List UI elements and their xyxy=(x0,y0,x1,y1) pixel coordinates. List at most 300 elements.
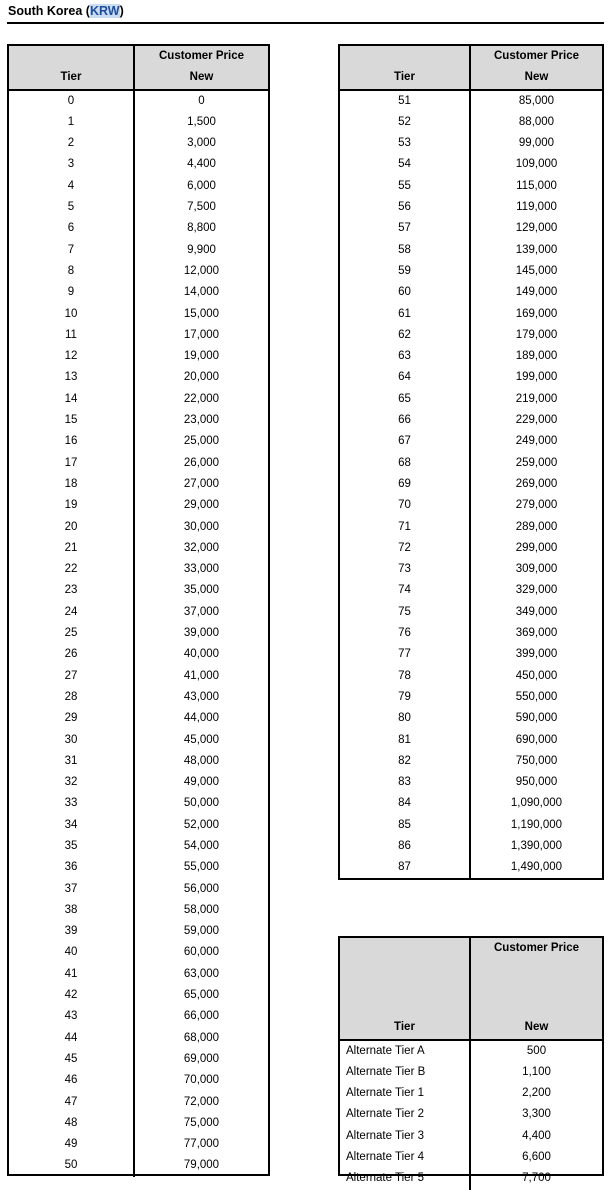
table-body xyxy=(340,1040,602,1190)
cell-tier: 14 xyxy=(64,392,78,405)
cell-customer-price-new: 690,000 xyxy=(470,730,602,751)
cell-customer-price-new: 58,000 xyxy=(134,900,268,921)
table-row xyxy=(9,708,268,729)
cell-customer-price-new: 279,000 xyxy=(470,495,602,516)
table-row xyxy=(9,644,268,665)
cell-tier: 36 xyxy=(64,861,78,874)
table-row xyxy=(340,602,602,623)
cell-tier: 45 xyxy=(64,1052,78,1065)
cell-customer-price-new: 45,000 xyxy=(134,730,268,751)
table-row xyxy=(9,112,268,133)
cell-customer-price-new: 59,000 xyxy=(134,921,268,942)
cell-customer-price-new: 69,000 xyxy=(134,1049,268,1070)
cell-customer-price-new: 37,000 xyxy=(134,602,268,623)
table-row xyxy=(9,367,268,388)
cell-customer-price-new: 19,000 xyxy=(134,346,268,367)
cell-tier: 84 xyxy=(398,797,411,810)
table-row xyxy=(340,325,602,346)
cell-tier: 54 xyxy=(398,158,411,171)
table-row xyxy=(340,154,602,175)
table-row xyxy=(9,410,268,431)
cell-customer-price-new: 32,000 xyxy=(134,538,268,559)
cell-customer-price-new: 40,000 xyxy=(134,644,268,665)
cell-customer-price-new: 60,000 xyxy=(134,942,268,963)
cell-tier: 72 xyxy=(398,541,411,554)
table-row xyxy=(9,389,268,410)
table-row xyxy=(9,559,268,580)
cell-customer-price-new: 179,000 xyxy=(470,325,602,346)
cell-customer-price-new: 17,000 xyxy=(134,325,268,346)
column-header-price-sub: New xyxy=(524,1021,549,1034)
table-row xyxy=(340,517,602,538)
cell-tier: 67 xyxy=(398,435,411,448)
cell-tier: 26 xyxy=(64,648,78,661)
cell-tier: 73 xyxy=(398,563,411,576)
table-row xyxy=(340,1126,602,1147)
table-row xyxy=(340,559,602,580)
cell-tier: 81 xyxy=(398,733,411,746)
cell-tier: Alternate Tier 3 xyxy=(346,1129,424,1142)
header-row xyxy=(9,46,268,90)
cell-tier: 49 xyxy=(64,1138,78,1151)
table-row xyxy=(9,857,268,878)
cell-tier: 80 xyxy=(398,712,411,725)
table-row xyxy=(9,623,268,644)
cell-customer-price-new: 1,500 xyxy=(134,112,268,133)
cell-customer-price-new: 9,900 xyxy=(134,240,268,261)
table-row xyxy=(340,261,602,282)
cell-tier: Alternate Tier 1 xyxy=(346,1087,424,1100)
cell-tier: 7 xyxy=(67,243,75,256)
cell-tier: 74 xyxy=(398,584,411,597)
cell-tier: Alternate Tier 2 xyxy=(346,1108,424,1121)
cell-customer-price-new: 6,600 xyxy=(470,1147,602,1168)
table-row xyxy=(9,474,268,495)
cell-tier: 68 xyxy=(398,456,411,469)
table-row xyxy=(340,815,602,836)
currency-code-highlight: KRW xyxy=(89,4,120,18)
cell-customer-price-new: 77,000 xyxy=(134,1134,268,1155)
table-row xyxy=(9,538,268,559)
column-header-price-group: Customer Price xyxy=(493,942,579,954)
cell-customer-price-new: 299,000 xyxy=(470,538,602,559)
cell-tier: 35 xyxy=(64,839,78,852)
cell-tier: 5 xyxy=(67,201,75,214)
page-title xyxy=(7,2,604,20)
cell-tier: 66 xyxy=(398,414,411,427)
table-row xyxy=(340,580,602,601)
cell-tier: 79 xyxy=(398,690,411,703)
table-row xyxy=(9,1028,268,1049)
cell-customer-price-new: 309,000 xyxy=(470,559,602,580)
cell-tier: 63 xyxy=(398,350,411,363)
cell-tier: 53 xyxy=(398,137,411,150)
cell-tier: 22 xyxy=(64,563,78,576)
cell-customer-price-new: 219,000 xyxy=(470,389,602,410)
cell-customer-price-new: 7,700 xyxy=(470,1168,602,1189)
table-row xyxy=(340,793,602,814)
cell-customer-price-new: 20,000 xyxy=(134,367,268,388)
cell-customer-price-new: 25,000 xyxy=(134,431,268,452)
cell-tier: 61 xyxy=(398,307,411,320)
table-row xyxy=(340,772,602,793)
table-row xyxy=(340,90,602,112)
cell-tier: 23 xyxy=(64,584,78,597)
cell-tier: 59 xyxy=(398,264,411,277)
cell-customer-price-new: 50,000 xyxy=(134,793,268,814)
table-row xyxy=(9,964,268,985)
table-row xyxy=(9,431,268,452)
cell-customer-price-new: 29,000 xyxy=(134,495,268,516)
cell-tier: 11 xyxy=(65,328,77,341)
cell-customer-price-new: 229,000 xyxy=(470,410,602,431)
cell-tier: 87 xyxy=(398,861,411,874)
cell-tier: 16 xyxy=(64,435,78,448)
table-row xyxy=(340,304,602,325)
cell-tier: 9 xyxy=(67,286,75,299)
table-row xyxy=(340,751,602,772)
page-title-block xyxy=(7,2,604,24)
cell-customer-price-new: 590,000 xyxy=(470,708,602,729)
cell-tier: 27 xyxy=(64,669,78,682)
cell-customer-price-new: 750,000 xyxy=(470,751,602,772)
cell-tier: Alternate Tier 5 xyxy=(346,1172,424,1185)
column-header-tier: Tier xyxy=(9,46,134,90)
cell-tier: Alternate Tier A xyxy=(346,1044,425,1057)
cell-customer-price-new: 75,000 xyxy=(134,1113,268,1134)
cell-customer-price-new: 145,000 xyxy=(470,261,602,282)
table-row xyxy=(9,517,268,538)
table-row xyxy=(9,602,268,623)
header-row xyxy=(340,938,602,1040)
table-row xyxy=(9,1092,268,1113)
cell-customer-price-new: 79,000 xyxy=(134,1155,268,1176)
cell-tier: 1 xyxy=(67,115,75,128)
cell-customer-price-new: 169,000 xyxy=(470,304,602,325)
table-body xyxy=(9,90,268,1177)
table-row xyxy=(340,730,602,751)
cell-customer-price-new: 55,000 xyxy=(134,857,268,878)
cell-tier: 33 xyxy=(64,797,78,810)
table-row xyxy=(340,410,602,431)
cell-tier: 40 xyxy=(64,946,78,959)
cell-customer-price-new: 7,500 xyxy=(134,197,268,218)
cell-tier: Alternate Tier B xyxy=(346,1065,426,1078)
table-row xyxy=(340,623,602,644)
cell-customer-price-new: 85,000 xyxy=(470,90,602,112)
cell-tier: 30 xyxy=(64,733,78,746)
cell-customer-price-new: 33,000 xyxy=(134,559,268,580)
cell-customer-price-new: 44,000 xyxy=(134,708,268,729)
table-row xyxy=(340,431,602,452)
column-header-customer-price xyxy=(470,938,602,1040)
cell-customer-price-new: 15,000 xyxy=(134,304,268,325)
cell-tier: Alternate Tier 4 xyxy=(346,1151,424,1164)
table-row xyxy=(340,687,602,708)
cell-tier: 55 xyxy=(398,179,411,192)
table-row xyxy=(340,1062,602,1083)
table-row xyxy=(9,1113,268,1134)
cell-tier: 3 xyxy=(67,158,75,171)
cell-customer-price-new: 1,490,000 xyxy=(470,857,602,878)
cell-customer-price-new: 22,000 xyxy=(134,389,268,410)
table-row xyxy=(9,346,268,367)
cell-customer-price-new: 139,000 xyxy=(470,240,602,261)
table-row xyxy=(9,197,268,218)
cell-customer-price-new: 48,000 xyxy=(134,751,268,772)
table-row xyxy=(340,1104,602,1125)
table-row xyxy=(340,495,602,516)
cell-tier: 83 xyxy=(398,776,411,789)
cell-tier: 25 xyxy=(64,627,78,640)
cell-tier: 43 xyxy=(64,1010,78,1023)
column-header-price-sub: New xyxy=(189,71,214,84)
table-row xyxy=(9,815,268,836)
table-row xyxy=(9,304,268,325)
cell-customer-price-new: 1,100 xyxy=(470,1062,602,1083)
table xyxy=(340,938,602,1190)
cell-tier: 85 xyxy=(398,818,411,831)
cell-customer-price-new: 1,190,000 xyxy=(470,815,602,836)
cell-tier: 48 xyxy=(64,1116,78,1129)
cell-tier: 50 xyxy=(64,1159,78,1172)
table-row xyxy=(340,197,602,218)
cell-customer-price-new: 56,000 xyxy=(134,879,268,900)
cell-tier: 64 xyxy=(398,371,411,384)
cell-customer-price-new: 3,000 xyxy=(134,133,268,154)
cell-customer-price-new: 4,400 xyxy=(134,154,268,175)
cell-tier: 52 xyxy=(398,115,411,128)
cell-tier: 6 xyxy=(67,222,75,235)
table-row xyxy=(340,218,602,239)
cell-customer-price-new: 269,000 xyxy=(470,474,602,495)
cell-customer-price-new: 66,000 xyxy=(134,1006,268,1027)
table-header xyxy=(9,46,268,90)
price-table-alternate-tiers xyxy=(338,936,604,1185)
cell-tier: 38 xyxy=(64,903,78,916)
cell-customer-price-new: 950,000 xyxy=(470,772,602,793)
cell-customer-price-new: 68,000 xyxy=(134,1028,268,1049)
cell-tier: 58 xyxy=(398,243,411,256)
cell-customer-price-new: 26,000 xyxy=(134,453,268,474)
cell-tier: 0 xyxy=(67,94,75,107)
table-row xyxy=(340,453,602,474)
table-row xyxy=(340,474,602,495)
table-body xyxy=(340,90,602,879)
cell-customer-price-new: 450,000 xyxy=(470,666,602,687)
table-row xyxy=(9,90,268,112)
table-row xyxy=(340,708,602,729)
cell-customer-price-new: 23,000 xyxy=(134,410,268,431)
table-row xyxy=(340,176,602,197)
cell-customer-price-new: 12,000 xyxy=(134,261,268,282)
cell-tier: 41 xyxy=(64,967,78,980)
table-row xyxy=(340,240,602,261)
cell-tier: 8 xyxy=(67,264,75,277)
page-title-prefix: South Korea ( xyxy=(8,4,90,18)
table-row xyxy=(9,325,268,346)
column-header-price-sub: New xyxy=(524,71,549,84)
cell-tier: 82 xyxy=(398,754,411,767)
cell-tier: 34 xyxy=(64,818,78,831)
cell-customer-price-new: 129,000 xyxy=(470,218,602,239)
table-row xyxy=(340,346,602,367)
table-row xyxy=(9,836,268,857)
table-row xyxy=(340,389,602,410)
cell-customer-price-new: 259,000 xyxy=(470,453,602,474)
header-spacer xyxy=(471,959,602,1017)
cell-tier: 37 xyxy=(64,882,78,895)
cell-tier: 75 xyxy=(398,605,411,618)
table-row xyxy=(340,836,602,857)
cell-tier: 18 xyxy=(64,477,78,490)
table-row xyxy=(340,666,602,687)
cell-tier: 2 xyxy=(67,137,75,150)
cell-tier: 29 xyxy=(64,712,78,725)
table-row xyxy=(9,1155,268,1176)
cell-tier: 42 xyxy=(64,989,78,1002)
cell-customer-price-new: 500 xyxy=(470,1040,602,1062)
table-row xyxy=(340,367,602,388)
table-row xyxy=(340,1040,602,1062)
cell-tier: 69 xyxy=(398,477,411,490)
table-row xyxy=(340,1147,602,1168)
cell-customer-price-new: 6,000 xyxy=(134,176,268,197)
cell-customer-price-new: 109,000 xyxy=(470,154,602,175)
table-row xyxy=(9,900,268,921)
table-row xyxy=(340,282,602,303)
cell-customer-price-new: 3,300 xyxy=(470,1104,602,1125)
cell-customer-price-new: 14,000 xyxy=(134,282,268,303)
cell-tier: 12 xyxy=(64,350,78,363)
price-table-tiers-51-87 xyxy=(338,44,604,880)
cell-tier: 62 xyxy=(398,328,411,341)
table-row xyxy=(9,176,268,197)
cell-tier: 57 xyxy=(398,222,411,235)
table-row xyxy=(9,942,268,963)
cell-customer-price-new: 35,000 xyxy=(134,580,268,601)
table-row xyxy=(9,154,268,175)
page-title-suffix: ) xyxy=(119,4,124,18)
cell-customer-price-new: 289,000 xyxy=(470,517,602,538)
cell-tier: 31 xyxy=(64,754,78,767)
cell-tier: 10 xyxy=(64,307,78,320)
cell-tier: 20 xyxy=(64,520,78,533)
cell-tier: 32 xyxy=(64,776,78,789)
table-row xyxy=(9,261,268,282)
cell-customer-price-new: 70,000 xyxy=(134,1070,268,1091)
header-row xyxy=(340,46,602,90)
table-row xyxy=(340,644,602,665)
column-header-price-group: Customer Price xyxy=(493,50,579,62)
cell-customer-price-new: 249,000 xyxy=(470,431,602,452)
table-row xyxy=(9,985,268,1006)
cell-customer-price-new: 52,000 xyxy=(134,815,268,836)
cell-customer-price-new: 1,090,000 xyxy=(470,793,602,814)
column-header-price-group: Customer Price xyxy=(158,50,244,62)
cell-customer-price-new: 189,000 xyxy=(470,346,602,367)
table-row xyxy=(9,495,268,516)
cell-customer-price-new: 0 xyxy=(134,90,268,112)
cell-customer-price-new: 63,000 xyxy=(134,964,268,985)
table-row xyxy=(9,772,268,793)
cell-tier: 44 xyxy=(64,1031,78,1044)
table xyxy=(9,46,268,1177)
price-table-tiers-0-50 xyxy=(7,44,270,1176)
cell-tier: 39 xyxy=(64,925,78,938)
table-row xyxy=(340,133,602,154)
table-row xyxy=(9,282,268,303)
cell-customer-price-new: 550,000 xyxy=(470,687,602,708)
table-row xyxy=(9,921,268,942)
table-row xyxy=(9,453,268,474)
table-row xyxy=(340,857,602,878)
table-row xyxy=(340,538,602,559)
cell-customer-price-new: 27,000 xyxy=(134,474,268,495)
table xyxy=(340,46,602,879)
cell-tier: 86 xyxy=(398,839,411,852)
cell-customer-price-new: 72,000 xyxy=(134,1092,268,1113)
table-row xyxy=(340,112,602,133)
cell-tier: 13 xyxy=(64,371,78,384)
cell-customer-price-new: 39,000 xyxy=(134,623,268,644)
table-row xyxy=(9,751,268,772)
cell-tier: 51 xyxy=(398,94,411,107)
cell-customer-price-new: 49,000 xyxy=(134,772,268,793)
cell-customer-price-new: 115,000 xyxy=(470,176,602,197)
table-row xyxy=(9,666,268,687)
table-row xyxy=(9,793,268,814)
cell-customer-price-new: 54,000 xyxy=(134,836,268,857)
cell-tier: 15 xyxy=(64,414,78,427)
cell-tier: 24 xyxy=(64,605,78,618)
table-header xyxy=(340,46,602,90)
column-header-customer-price xyxy=(470,46,602,90)
cell-tier: 46 xyxy=(64,1074,78,1087)
table-row xyxy=(9,580,268,601)
cell-tier: 76 xyxy=(398,627,411,640)
cell-tier: 28 xyxy=(64,690,78,703)
cell-customer-price-new: 43,000 xyxy=(134,687,268,708)
cell-tier: 4 xyxy=(67,179,75,192)
table-row xyxy=(9,240,268,261)
cell-tier: 60 xyxy=(398,286,411,299)
cell-customer-price-new: 349,000 xyxy=(470,602,602,623)
table-row xyxy=(9,1134,268,1155)
cell-customer-price-new: 2,200 xyxy=(470,1083,602,1104)
cell-customer-price-new: 41,000 xyxy=(134,666,268,687)
cell-tier: 17 xyxy=(64,456,78,469)
cell-customer-price-new: 1,390,000 xyxy=(470,836,602,857)
table-row xyxy=(9,133,268,154)
cell-tier: 47 xyxy=(64,1095,78,1108)
cell-tier: 70 xyxy=(398,499,411,512)
table-row xyxy=(9,879,268,900)
cell-tier: 56 xyxy=(398,201,411,214)
cell-customer-price-new: 369,000 xyxy=(470,623,602,644)
cell-customer-price-new: 30,000 xyxy=(134,517,268,538)
cell-customer-price-new: 99,000 xyxy=(470,133,602,154)
table-row xyxy=(9,730,268,751)
cell-customer-price-new: 88,000 xyxy=(470,112,602,133)
table-row xyxy=(340,1083,602,1104)
table-row xyxy=(9,1049,268,1070)
column-header-customer-price xyxy=(134,46,268,90)
table-row xyxy=(9,218,268,239)
cell-customer-price-new: 4,400 xyxy=(470,1126,602,1147)
cell-customer-price-new: 65,000 xyxy=(134,985,268,1006)
table-row xyxy=(340,1168,602,1189)
